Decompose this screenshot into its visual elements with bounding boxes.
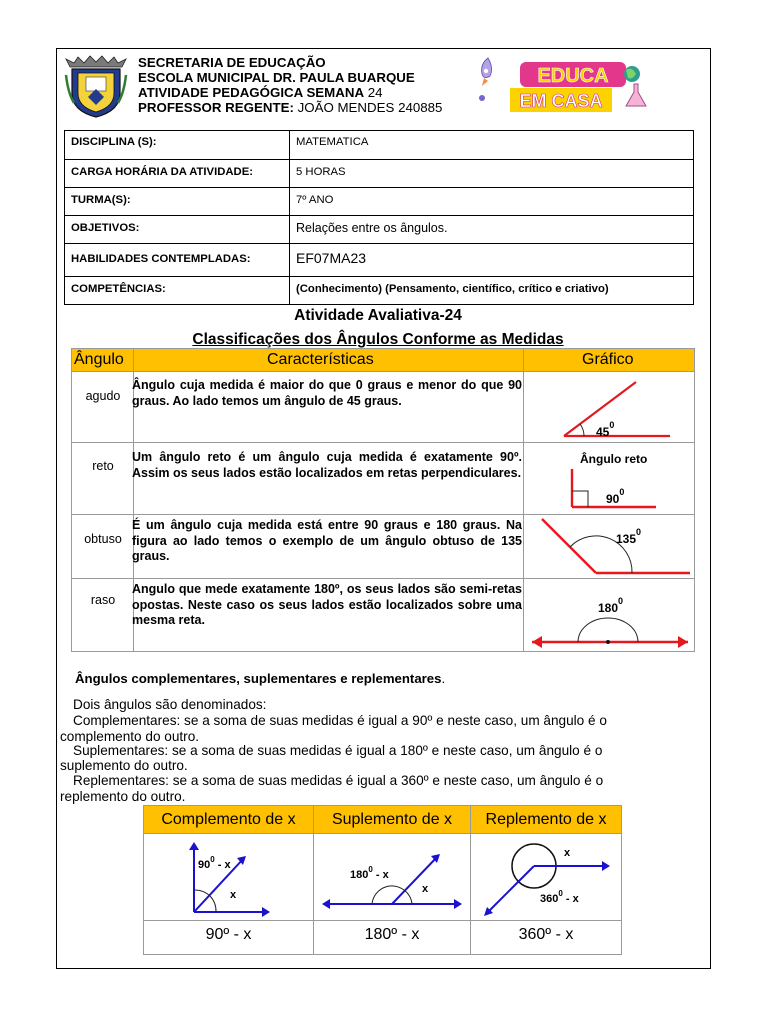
info-value: (Conhecimento) (Pensamento, científico, crítico e criativo) — [296, 283, 609, 295]
supplement-diagram — [318, 846, 466, 916]
supplement-label-number: 180 — [350, 869, 369, 881]
header-caracteristicas: Características — [267, 351, 374, 368]
coat-of-arms-icon — [64, 53, 128, 119]
header-teacher-name: JOÃO MENDES 240885 — [293, 100, 443, 115]
info-value: EF07MA23 — [296, 250, 367, 266]
angle-name-obtuso: obtuso — [84, 532, 122, 546]
degree-mark: 0 — [558, 889, 563, 898]
angle-description-raso: Angulo que mede exatamente 180º, os seus lados são semi-retas opostas. Neste caso os seus lados estão localizados sobre uma mesma reta. — [132, 582, 522, 627]
info-row-turma — [65, 187, 693, 215]
logo-word-em-casa: EM CASA — [519, 91, 603, 111]
info-row-habilidades — [65, 243, 693, 276]
info-value: 5 HORAS — [296, 166, 346, 178]
relations-intro: Dois ângulos são denominados: — [73, 697, 267, 712]
svg-text:900 - x — [198, 855, 231, 871]
info-label: COMPETÊNCIAS: — [71, 283, 166, 295]
header-teacher-label: PROFESSOR REGENTE: — [138, 100, 294, 115]
degree-mark: 0 — [368, 865, 373, 874]
straight-angle-label: 180 — [598, 601, 619, 615]
angle-classification-table — [71, 348, 695, 652]
formula-replement: 360º - x — [518, 926, 574, 943]
header-suplemento: Suplemento de x — [314, 806, 470, 833]
angle-name-agudo: agudo — [85, 389, 121, 403]
svg-text:1350 — [616, 527, 641, 546]
obtuse-angle-label: 135 — [616, 532, 637, 546]
header-line-teacher — [138, 100, 442, 115]
formula-supplement: 180º - x — [364, 926, 420, 943]
logo-word-educa: EDUCA — [537, 65, 609, 87]
header-line-activity — [138, 85, 383, 100]
right-angle-title: Ângulo reto — [580, 452, 648, 466]
complementares-line-2: complemento do outro. — [60, 729, 200, 744]
svg-text:x — [564, 847, 571, 859]
header-replemento: Replemento de x — [471, 806, 621, 833]
header-angulo: Ângulo — [74, 351, 124, 368]
supplement-label-rest: - x — [372, 869, 389, 881]
classification-title: Classificações dos Ângulos Conforme as Medidas — [192, 331, 564, 348]
complement-comparison-table — [143, 805, 622, 955]
info-table — [64, 130, 694, 305]
replementares-line-2: replemento do outro. — [60, 789, 186, 804]
acute-angle-diagram — [552, 378, 672, 440]
row-divider — [72, 442, 694, 443]
degree-mark: 0 — [210, 855, 215, 864]
info-value: 7º ANO — [296, 194, 334, 206]
right-angle-label: 90 — [606, 492, 620, 506]
angle-description-obtuso: É um ângulo cuja medida está entre 90 graus e 180 graus. Na figura ao lado temos o exemplo de um ângulo obtuso de 135 graus. — [132, 518, 522, 563]
info-row-carga-horaria — [65, 159, 693, 187]
supplement-x-label: x — [422, 883, 429, 895]
header-activity-week: 24 — [364, 85, 383, 100]
formula-complement: 90º - x — [205, 926, 252, 943]
complementares-line-1: Complementares: se a soma de suas medidas é igual a 90º e neste caso, um ângulo é o — [73, 713, 607, 728]
angle-name-raso: raso — [90, 593, 116, 607]
svg-text:900 — [606, 487, 624, 506]
svg-text:1800 - x — [350, 865, 390, 881]
header-activity-label: ATIVIDADE PEDAGÓGICA SEMANA — [138, 85, 365, 100]
info-row-objetivos — [65, 215, 693, 243]
replement-label-rest: - x — [562, 893, 579, 905]
table-header-row — [72, 349, 694, 372]
svg-text:3600 - x — [540, 889, 580, 905]
replementares-line-1: Replementares: se a soma de suas medidas é igual a 360º e neste caso, um ângulo é o — [73, 773, 604, 788]
svg-text:x — [230, 889, 237, 901]
degree-mark: 0 — [618, 596, 624, 606]
svg-text:Ângulo reto — [580, 451, 647, 466]
angle-description-reto: Um ângulo reto é um ângulo cuja medida é exatamente 90º. Assim os seus lados estão localizados em retas perpendiculares. — [132, 450, 522, 480]
row-divider — [72, 578, 694, 579]
svg-text:EDUCA — [537, 65, 608, 87]
relations-heading-text: Ângulos complementares, suplementares e replementares — [75, 671, 442, 686]
info-row-disciplina — [65, 131, 693, 159]
header-grafico: Gráfico — [582, 351, 634, 368]
replement-diagram — [478, 836, 618, 918]
complement-x-label: x — [230, 889, 237, 901]
info-value: MATEMATICA — [296, 136, 369, 148]
relations-heading-period: . — [441, 671, 446, 686]
complement-label-rest: - x — [214, 859, 231, 871]
degree-mark: 0 — [636, 527, 642, 537]
svg-text:1800 — [598, 596, 623, 615]
acute-angle-label: 45 — [596, 425, 610, 439]
degree-mark: 0 — [609, 420, 615, 430]
activity-title: Atividade Avaliativa-24 — [294, 307, 462, 324]
info-value: Relações entre os ângulos. — [296, 221, 448, 235]
replement-x-label: x — [564, 847, 571, 859]
obtuse-angle-diagram — [536, 515, 692, 577]
info-label: DISCIPLINA (S): — [71, 136, 157, 148]
info-label: CARGA HORÁRIA DA ATIVIDADE: — [71, 166, 253, 178]
complement-diagram — [164, 838, 304, 918]
suplementares-line-1: Suplementares: se a soma de suas medidas é igual a 180º e neste caso, um ângulo é o — [73, 743, 603, 758]
svg-text:x — [422, 883, 429, 895]
header-complemento: Complemento de x — [144, 806, 313, 833]
column-divider — [523, 349, 524, 651]
complement-label-number: 90 — [198, 859, 211, 871]
header-line-secretaria: SECRETARIA DE EDUCAÇÃO — [138, 55, 326, 70]
info-label: TURMA(S): — [71, 194, 131, 206]
row-divider — [144, 920, 621, 921]
row-divider — [144, 833, 621, 834]
right-angle-diagram — [564, 449, 684, 511]
svg-text:EM CASA — [519, 91, 602, 111]
relations-heading — [75, 671, 445, 686]
degree-mark: 0 — [619, 487, 625, 497]
header-line-school: ESCOLA MUNICIPAL DR. PAULA BUARQUE — [138, 70, 415, 85]
info-row-competencias — [65, 276, 693, 306]
replement-label-number: 360 — [540, 893, 559, 905]
educa-em-casa-logo — [476, 52, 652, 118]
angle-name-reto: reto — [92, 459, 114, 473]
straight-angle-diagram — [528, 590, 692, 652]
suplementares-line-2: suplemento do outro. — [60, 758, 188, 773]
info-label: HABILIDADES CONTEMPLADAS: — [71, 253, 251, 265]
info-label: OBJETIVOS: — [71, 222, 140, 234]
angle-description-agudo: Ângulo cuja medida é maior do que 0 graus e menor do que 90 graus. Ao lado temos um ângulo de 45 graus. — [132, 378, 522, 408]
